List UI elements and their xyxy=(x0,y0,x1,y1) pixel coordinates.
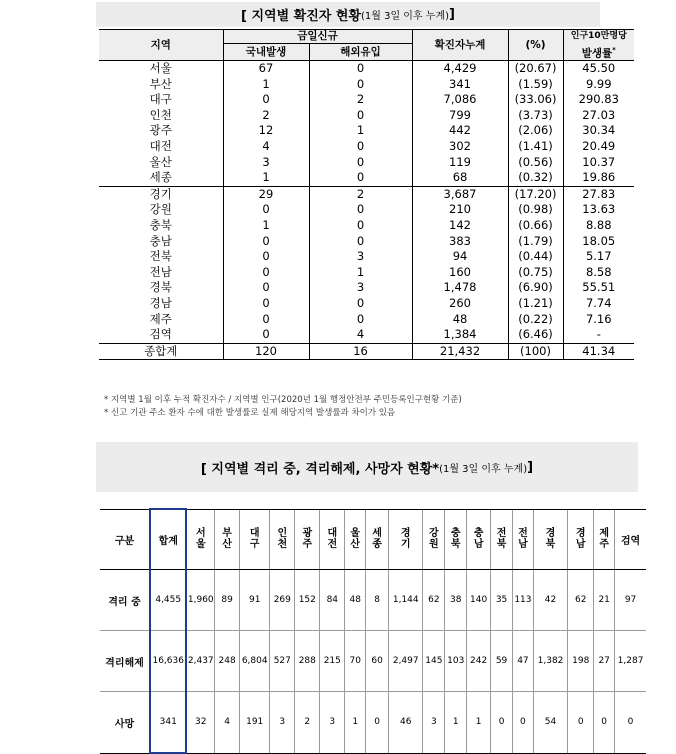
rate-cell: 30.34 xyxy=(563,123,634,139)
value-cell: 145 xyxy=(423,631,445,692)
region-header xyxy=(240,509,270,570)
value-cell: 54 xyxy=(533,692,567,754)
value-cell: 0 xyxy=(594,692,615,754)
value-cell: 38 xyxy=(445,570,467,631)
overseas-cell: 0 xyxy=(309,155,412,171)
total-cell: 341 xyxy=(412,77,508,93)
table-row xyxy=(99,61,634,77)
value-cell: 32 xyxy=(186,692,214,754)
domestic-cell: 0 xyxy=(223,249,309,265)
sum-cell: 16,636 xyxy=(150,631,186,692)
percent-cell: (6.46) xyxy=(508,327,563,343)
header-rate-mark: * xyxy=(612,45,616,54)
overseas-cell: 0 xyxy=(309,202,412,218)
region-header-char: 남 xyxy=(518,539,528,551)
table-row xyxy=(99,327,634,343)
table-row xyxy=(99,123,634,139)
region-header-char: 북 xyxy=(450,539,461,551)
header-region: 지역 xyxy=(99,30,223,61)
table1-title xyxy=(96,2,600,27)
footnote-2: * 신고 기관 주소 환자 수에 대한 발생률로 실제 해당지역 발생률과 차이가 있음 xyxy=(104,408,396,418)
header-rate-top: 인구10만명당 xyxy=(563,30,634,44)
table1-title-end: ] xyxy=(449,7,455,22)
total-cell: 142 xyxy=(412,218,508,234)
region-header xyxy=(215,509,240,570)
region-header-char: 울 xyxy=(195,539,206,551)
header-rate-label: 발생률 xyxy=(581,47,613,59)
sum-cell: 341 xyxy=(150,692,186,754)
value-cell: 60 xyxy=(366,631,389,692)
overseas-cell: 16 xyxy=(309,343,412,360)
total-cell: 119 xyxy=(412,155,508,171)
overseas-cell: 0 xyxy=(309,139,412,155)
region-cell: 서울 xyxy=(149,61,172,75)
value-cell: 527 xyxy=(270,631,295,692)
region-header-char: 천 xyxy=(277,539,288,551)
overseas-cell: 0 xyxy=(309,218,412,234)
domestic-cell: 0 xyxy=(223,312,309,328)
value-cell: 3 xyxy=(320,692,345,754)
value-cell: 89 xyxy=(215,570,240,631)
total-cell: 7,086 xyxy=(412,92,508,108)
overseas-cell: 3 xyxy=(309,249,412,265)
region-cell: 경북 xyxy=(149,280,172,295)
region-header-char: 광 xyxy=(302,528,313,540)
percent-cell: (0.22) xyxy=(508,312,563,328)
overseas-cell: 0 xyxy=(309,77,412,93)
domestic-cell: 120 xyxy=(223,343,309,360)
rate-cell: 290.83 xyxy=(563,92,634,108)
value-cell: 191 xyxy=(240,692,270,754)
row-label: 격리해제 xyxy=(100,631,150,692)
overseas-cell: 0 xyxy=(309,312,412,328)
region-header-char: 경 xyxy=(400,528,411,540)
rate-cell: 27.03 xyxy=(563,108,634,124)
value-cell: 198 xyxy=(568,631,594,692)
region-cell: 전남 xyxy=(149,264,172,279)
rate-cell: - xyxy=(563,327,634,343)
header-daily-new: 금일신규 xyxy=(223,30,412,44)
domestic-cell: 1 xyxy=(223,170,309,186)
region-header xyxy=(513,509,534,570)
table-row xyxy=(99,92,634,108)
value-cell: 4 xyxy=(215,692,240,754)
total-cell: 48 xyxy=(412,312,508,328)
value-cell: 1,144 xyxy=(389,570,423,631)
total-cell: 210 xyxy=(412,202,508,218)
value-cell: 0 xyxy=(491,692,513,754)
overseas-cell: 2 xyxy=(309,186,412,202)
value-cell: 288 xyxy=(295,631,320,692)
percent-cell: (33.06) xyxy=(508,92,563,108)
region-cell: 검역 xyxy=(149,327,172,342)
header-rate-bottom xyxy=(563,44,634,61)
row-label: 사망 xyxy=(100,692,150,754)
rate-cell: 10.37 xyxy=(563,155,634,171)
quarantine-header: 검역 xyxy=(615,509,646,570)
region-header-char: 경 xyxy=(545,528,556,540)
region-header-char: 원 xyxy=(429,539,439,551)
total-cell: 260 xyxy=(412,296,508,312)
table-row xyxy=(99,77,634,93)
value-cell: 2 xyxy=(295,692,320,754)
table2-title-end: ] xyxy=(527,459,534,475)
domestic-cell: 67 xyxy=(223,61,309,77)
percent-cell: (2.06) xyxy=(508,123,563,139)
sum-header: 합계 xyxy=(150,509,186,570)
region-cell: 세종 xyxy=(149,170,172,185)
percent-cell: (0.66) xyxy=(508,218,563,234)
table-row xyxy=(100,692,646,754)
value-cell: 35 xyxy=(491,570,513,631)
total-cell: 799 xyxy=(412,108,508,124)
header-domestic: 국내발생 xyxy=(223,44,309,61)
total-cell: 1,478 xyxy=(412,280,508,296)
percent-cell: (6.90) xyxy=(508,280,563,296)
percent-cell: (20.67) xyxy=(508,61,563,77)
rate-cell: 13.63 xyxy=(563,202,634,218)
region-header-char: 대 xyxy=(249,528,260,540)
region-header-char: 산 xyxy=(222,539,232,551)
region-header-char: 충 xyxy=(473,528,484,540)
region-header xyxy=(345,509,366,570)
value-cell: 3 xyxy=(423,692,445,754)
rate-cell: 5.17 xyxy=(563,249,634,265)
region-header-char: 전 xyxy=(496,528,507,540)
corner-header: 구분 xyxy=(100,509,150,570)
row-label: 격리 중 xyxy=(100,570,150,631)
header-cumulative: 확진자누계 xyxy=(412,30,508,61)
rate-cell: 7.74 xyxy=(563,296,634,312)
domestic-cell: 29 xyxy=(223,186,309,202)
region-header-char: 부 xyxy=(222,528,232,540)
quarantine-cell: 0 xyxy=(615,692,646,754)
region-cell: 인천 xyxy=(149,107,172,122)
total-cell: 94 xyxy=(412,249,508,265)
overseas-cell: 4 xyxy=(309,327,412,343)
region-cell: 제주 xyxy=(149,311,172,326)
table-row xyxy=(100,570,646,631)
value-cell: 2,437 xyxy=(186,631,214,692)
value-cell: 70 xyxy=(345,631,366,692)
domestic-cell: 0 xyxy=(223,296,309,312)
region-header-char: 인 xyxy=(277,528,288,540)
region-header-char: 전 xyxy=(518,528,528,540)
region-cell: 대전 xyxy=(149,138,172,153)
value-cell: 48 xyxy=(345,570,366,631)
region-cell: 종합계 xyxy=(99,343,223,360)
region-cell: 충북 xyxy=(149,217,172,232)
region-cell: 경기 xyxy=(99,186,223,202)
region-header-char: 충 xyxy=(450,528,461,540)
value-cell: 1,960 xyxy=(186,570,214,631)
region-header-char: 북 xyxy=(545,539,556,551)
value-cell: 27 xyxy=(594,631,615,692)
value-cell: 1 xyxy=(467,692,491,754)
quarantine-cell: 1,287 xyxy=(615,631,646,692)
sum-cell: 4,455 xyxy=(150,570,186,631)
region-header-char: 북 xyxy=(496,539,507,551)
value-cell: 215 xyxy=(320,631,345,692)
table-row xyxy=(99,343,634,360)
rate-cell: 7.16 xyxy=(563,312,634,328)
footnote-1: * 지역별 1월 이후 누적 확진자수 / 지역별 인구(2020년 1월 행정안전부 주민등록인구현황 기준) xyxy=(104,395,462,405)
table2-title-sub: (1월 3일 이후 누계) xyxy=(439,463,528,475)
region-header-char: 남 xyxy=(575,539,586,551)
region-header-char: 산 xyxy=(350,539,361,551)
table2-title-main: [ 지역별 격리 중, 격리해제, 사망자 현황* xyxy=(200,461,440,477)
quarantine-cell: 97 xyxy=(615,570,646,631)
total-cell: 1,384 xyxy=(412,327,508,343)
overseas-cell: 0 xyxy=(309,234,412,250)
overseas-cell: 3 xyxy=(309,280,412,296)
rate-cell: 18.05 xyxy=(563,234,634,250)
total-cell: 21,432 xyxy=(412,343,508,360)
region-header-char: 종 xyxy=(372,539,382,551)
region-cell: 경남 xyxy=(149,295,172,310)
total-cell: 3,687 xyxy=(412,186,508,202)
region-cell: 대구 xyxy=(149,92,172,107)
value-cell: 0 xyxy=(366,692,389,754)
domestic-cell: 3 xyxy=(223,155,309,171)
domestic-cell: 1 xyxy=(223,77,309,93)
value-cell: 46 xyxy=(389,692,423,754)
value-cell: 140 xyxy=(467,570,491,631)
value-cell: 84 xyxy=(320,570,345,631)
region-cell: 부산 xyxy=(149,76,172,91)
region-cell: 울산 xyxy=(149,154,172,169)
overseas-cell: 0 xyxy=(309,61,412,77)
region-cell: 충남 xyxy=(149,233,172,248)
domestic-cell: 0 xyxy=(223,234,309,250)
value-cell: 1 xyxy=(445,692,467,754)
value-cell: 59 xyxy=(491,631,513,692)
region-header-char: 남 xyxy=(473,539,484,551)
percent-cell: (0.32) xyxy=(508,170,563,186)
rate-cell: 20.49 xyxy=(563,139,634,155)
percent-cell: (3.73) xyxy=(508,108,563,124)
overseas-cell: 0 xyxy=(309,108,412,124)
table-row xyxy=(99,265,634,281)
domestic-cell: 12 xyxy=(223,123,309,139)
domestic-cell: 0 xyxy=(223,92,309,108)
value-cell: 6,804 xyxy=(240,631,270,692)
value-cell: 1 xyxy=(345,692,366,754)
region-header-char: 주 xyxy=(599,539,609,551)
region-header-char: 서 xyxy=(195,528,206,540)
region-header-char: 기 xyxy=(400,539,411,551)
percent-cell: (1.21) xyxy=(508,296,563,312)
value-cell: 242 xyxy=(467,631,491,692)
isolation-status-table xyxy=(100,508,646,754)
percent-cell: (0.75) xyxy=(508,265,563,281)
value-cell: 62 xyxy=(423,570,445,631)
overseas-cell: 1 xyxy=(309,265,412,281)
region-header-char: 주 xyxy=(302,539,313,551)
table2-title xyxy=(96,442,638,492)
region-header-char: 강 xyxy=(429,528,439,540)
percent-cell: (1.79) xyxy=(508,234,563,250)
total-cell: 68 xyxy=(412,170,508,186)
overseas-cell: 2 xyxy=(309,92,412,108)
value-cell: 42 xyxy=(533,570,567,631)
region-header xyxy=(295,509,320,570)
region-header-char: 세 xyxy=(372,528,382,540)
overseas-cell: 0 xyxy=(309,170,412,186)
region-header xyxy=(366,509,389,570)
percent-cell: (0.44) xyxy=(508,249,563,265)
region-header-char: 대 xyxy=(327,528,338,540)
total-cell: 302 xyxy=(412,139,508,155)
total-cell: 160 xyxy=(412,265,508,281)
region-header xyxy=(568,509,594,570)
overseas-cell: 1 xyxy=(309,123,412,139)
percent-cell: (1.59) xyxy=(508,77,563,93)
value-cell: 2,497 xyxy=(389,631,423,692)
percent-cell: (0.98) xyxy=(508,202,563,218)
value-cell: 113 xyxy=(513,570,534,631)
header-row xyxy=(100,509,646,570)
table1-title-sub: (1월 3일 이후 누계) xyxy=(361,11,450,22)
region-cell: 광주 xyxy=(149,123,172,138)
domestic-cell: 0 xyxy=(223,202,309,218)
total-cell: 4,429 xyxy=(412,61,508,77)
header-overseas: 해외유입 xyxy=(309,44,412,61)
table-row xyxy=(100,631,646,692)
region-header-char: 구 xyxy=(249,539,260,551)
region-header xyxy=(270,509,295,570)
domestic-cell: 2 xyxy=(223,108,309,124)
domestic-cell: 4 xyxy=(223,139,309,155)
value-cell: 269 xyxy=(270,570,295,631)
table-row xyxy=(99,155,634,171)
table1-title-main: [ 지역별 확진자 현황 xyxy=(241,9,361,24)
overseas-cell: 0 xyxy=(309,296,412,312)
percent-cell: (0.56) xyxy=(508,155,563,171)
value-cell: 248 xyxy=(215,631,240,692)
value-cell: 21 xyxy=(594,570,615,631)
total-cell: 442 xyxy=(412,123,508,139)
table-row xyxy=(99,218,634,234)
region-header xyxy=(445,509,467,570)
region-header xyxy=(533,509,567,570)
header-percent: (%) xyxy=(508,30,563,61)
region-header-char: 전 xyxy=(327,539,338,551)
region-header-char: 경 xyxy=(575,528,586,540)
table-row xyxy=(99,249,634,265)
table-row xyxy=(99,312,634,328)
value-cell: 62 xyxy=(568,570,594,631)
table-row xyxy=(99,170,634,186)
table-row xyxy=(99,202,634,218)
value-cell: 91 xyxy=(240,570,270,631)
region-header xyxy=(320,509,345,570)
rate-cell: 41.34 xyxy=(563,343,634,360)
confirmed-cases-table xyxy=(99,29,634,360)
domestic-cell: 0 xyxy=(223,265,309,281)
rate-cell: 45.50 xyxy=(563,61,634,77)
percent-cell: (100) xyxy=(508,343,563,360)
rate-cell: 8.58 xyxy=(563,265,634,281)
region-header xyxy=(467,509,491,570)
region-header xyxy=(186,509,214,570)
value-cell: 3 xyxy=(270,692,295,754)
value-cell: 152 xyxy=(295,570,320,631)
rate-cell: 9.99 xyxy=(563,77,634,93)
table-row xyxy=(99,139,634,155)
region-header xyxy=(389,509,423,570)
region-cell: 전북 xyxy=(149,249,172,264)
value-cell: 0 xyxy=(568,692,594,754)
region-header-char: 울 xyxy=(350,528,361,540)
value-cell: 103 xyxy=(445,631,467,692)
rate-cell: 27.83 xyxy=(563,186,634,202)
value-cell: 8 xyxy=(366,570,389,631)
total-cell: 383 xyxy=(412,234,508,250)
percent-cell: (1.41) xyxy=(508,139,563,155)
rate-cell: 8.88 xyxy=(563,218,634,234)
rate-cell: 19.86 xyxy=(563,170,634,186)
table-row xyxy=(99,108,634,124)
value-cell: 47 xyxy=(513,631,534,692)
percent-cell: (17.20) xyxy=(508,186,563,202)
table-row xyxy=(99,296,634,312)
domestic-cell: 1 xyxy=(223,218,309,234)
table-row xyxy=(99,280,634,296)
domestic-cell: 0 xyxy=(223,327,309,343)
region-header xyxy=(594,509,615,570)
region-cell: 강원 xyxy=(149,202,172,217)
rate-cell: 55.51 xyxy=(563,280,634,296)
region-header-char: 제 xyxy=(599,528,609,540)
table-row xyxy=(99,186,634,202)
table-row xyxy=(99,234,634,250)
region-header xyxy=(423,509,445,570)
region-header xyxy=(491,509,513,570)
value-cell: 1,382 xyxy=(533,631,567,692)
value-cell: 0 xyxy=(513,692,534,754)
domestic-cell: 0 xyxy=(223,280,309,296)
